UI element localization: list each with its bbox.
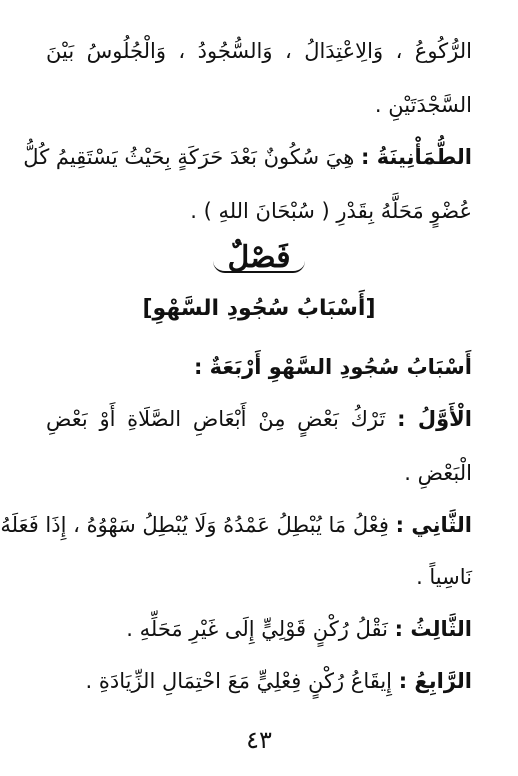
definition-term-tumaninah: الطُّمَأْنِينَةُ : [361,145,472,169]
line-7-text: الْبَعْضِ . [404,461,472,485]
text-line-5 [46,350,472,384]
section-title: [أَسْبَابُ سُجُودِ السَّهْوِ] [142,296,376,321]
line-3-text: هِيَ سُكُونٌ بَعْدَ حَرَكَةٍ بِحَيْثُ يَسْتَقِيمُ كُلُّ [23,145,355,169]
text-line-4 [46,194,472,228]
line-11-text: إِيقَاعُ رُكْنٍ فِعْلِيٍّ مَعَ احْتِمَالِ الزِّيَادَةِ . [85,669,393,693]
page-number: ٤٣ [246,726,272,754]
text-line-2 [46,88,472,122]
line-8-text: فِعْلُ مَا يُبْطِلُ عَمْدُهُ وَلَا يُبْطِلُ سَهْوُهُ ، إِذَا فَعَلَهُ [0,513,389,537]
text-line-1 [46,34,472,68]
text-line-9 [46,560,472,594]
item-term-third: الثَّالِثُ : [394,617,472,641]
fasl-flourish [213,261,304,273]
text-line-8 [0,508,472,542]
fasl-heading [0,240,518,275]
text-line-7 [46,456,472,490]
line-6-text: تَرْكُ بَعْضٍ مِنْ أَبْعَاضِ الصَّلَاةِ أَوْ بَعْضِ [46,407,386,431]
line-1-text: الرُّكُوعُ ، وَالِاعْتِدَالُ ، وَالسُّجُودُ ، وَالْجُلُوسُ بَيْنَ [46,39,472,63]
fasl-heading-text: فَصْلٌ [227,240,291,275]
text-line-3 [23,140,472,174]
item-term-first: الْأَوَّلُ : [397,407,472,431]
line-9-text: نَاسِياً . [416,565,472,589]
text-line-11 [46,664,472,698]
line-4-text: عُضْوٍ مَحَلَّهُ بِقَدْرِ ( سُبْحَانَ اللهِ ) . [190,199,472,223]
line-5-text: أَسْبَابُ سُجُودِ السَّهْوِ أَرْبَعَةٌ : [193,355,472,379]
item-term-second: الثَّانِي : [395,513,472,537]
item-term-fourth: الرَّابِعُ : [398,669,472,693]
line-10-text: نَقْلُ رُكْنٍ قَوْلِيٍّ إِلَى غَيْرِ مَحَلِّهِ . [126,617,388,641]
text-line-6 [46,402,472,436]
text-line-10 [46,612,472,646]
line-2-text: السَّجْدَتَيْنِ . [374,93,472,117]
